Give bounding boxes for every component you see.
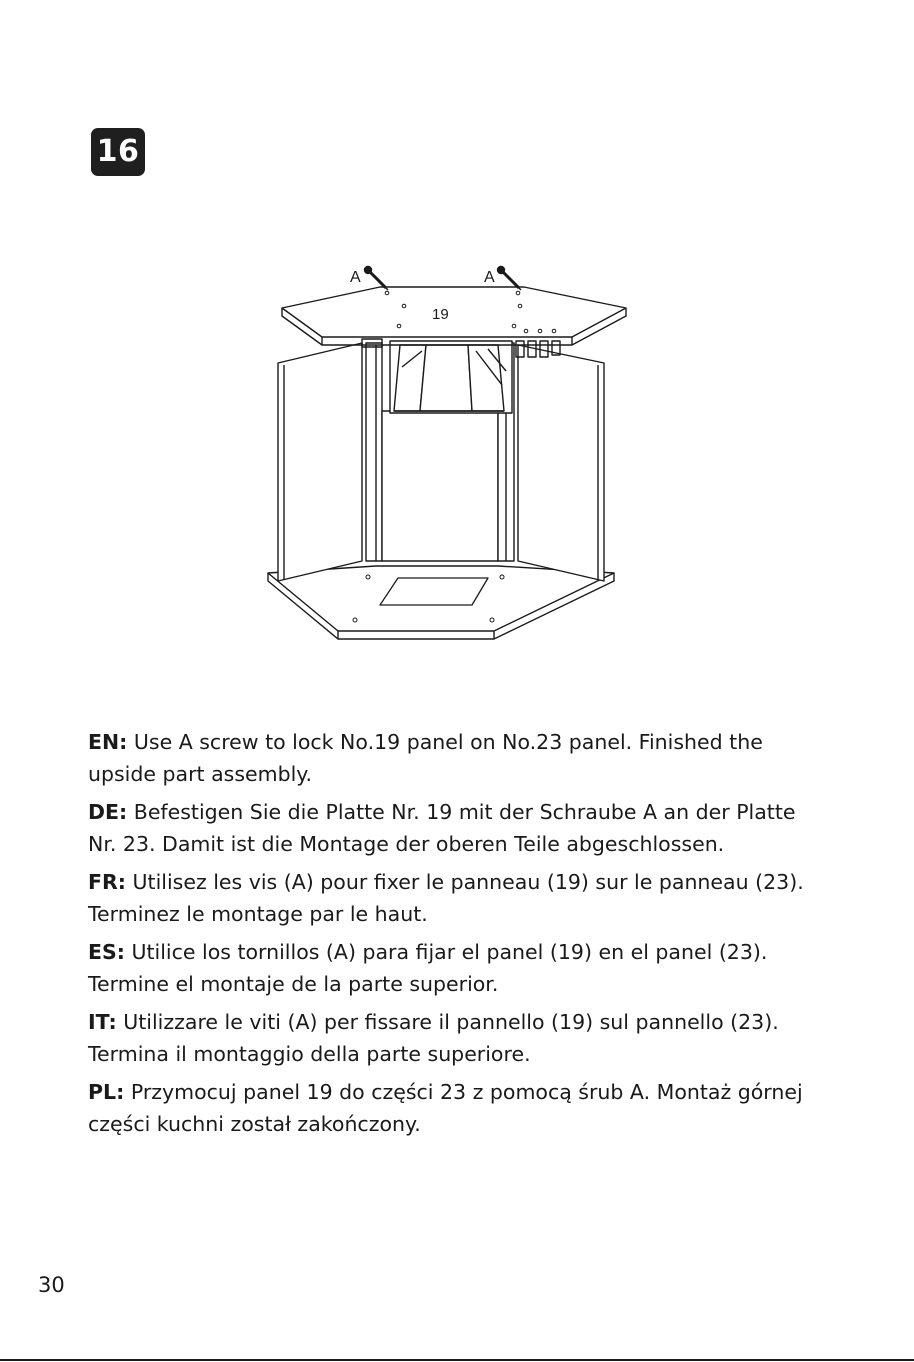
language-code: DE:: [88, 800, 128, 824]
instructions: [88, 726, 828, 1146]
instruction-text: Przymocuj panel 19 do części 23 z pomocą śrub A. Montaż górnej części kuchni został zakończony.: [88, 1080, 803, 1136]
bottom-rule: [0, 1359, 914, 1361]
instruction-pl: [88, 1076, 828, 1140]
screw-icon: [365, 267, 389, 291]
right-side-panel: [518, 345, 604, 581]
language-code: ES:: [88, 940, 125, 964]
instruction-text: Use A screw to lock No.19 panel on No.23 panel. Finished the upside part assembly.: [88, 730, 763, 786]
base-panel-23: [268, 566, 614, 639]
page-number: 30: [38, 1273, 65, 1297]
left-side-panel: [278, 343, 362, 581]
language-code: EN:: [88, 730, 128, 754]
instruction-text: Utilizzare le viti (A) per fissare il pannello (19) sul pannello (23). Termina il montaggio della parte superiore.: [88, 1010, 779, 1066]
instruction-en: [88, 726, 828, 790]
step-number-badge: 16: [91, 128, 145, 176]
instruction-fr: [88, 866, 828, 930]
language-code: PL:: [88, 1080, 125, 1104]
instruction-text: Befestigen Sie die Platte Nr. 19 mit der Schraube A an der Platte Nr. 23. Damit ist die Montage der oberen Teile abgeschlossen.: [88, 800, 796, 856]
top-panel-19: [282, 287, 626, 345]
instruction-text: Utilisez les vis (A) pour fixer le panneau (19) sur le panneau (23). Terminez le montage par le haut.: [88, 870, 804, 926]
language-code: IT:: [88, 1010, 117, 1034]
assembly-illustration: [262, 255, 632, 650]
panel-label: 19: [432, 306, 449, 323]
instruction-text: Utilice los tornillos (A) para fijar el panel (19) en el panel (23). Termine el montaje de la parte superior.: [88, 940, 768, 996]
instruction-de: [88, 796, 828, 860]
screw-label: A: [350, 269, 361, 286]
instruction-it: [88, 1006, 828, 1070]
language-code: FR:: [88, 870, 126, 894]
instruction-es: [88, 936, 828, 1000]
screw-label: A: [484, 269, 495, 286]
